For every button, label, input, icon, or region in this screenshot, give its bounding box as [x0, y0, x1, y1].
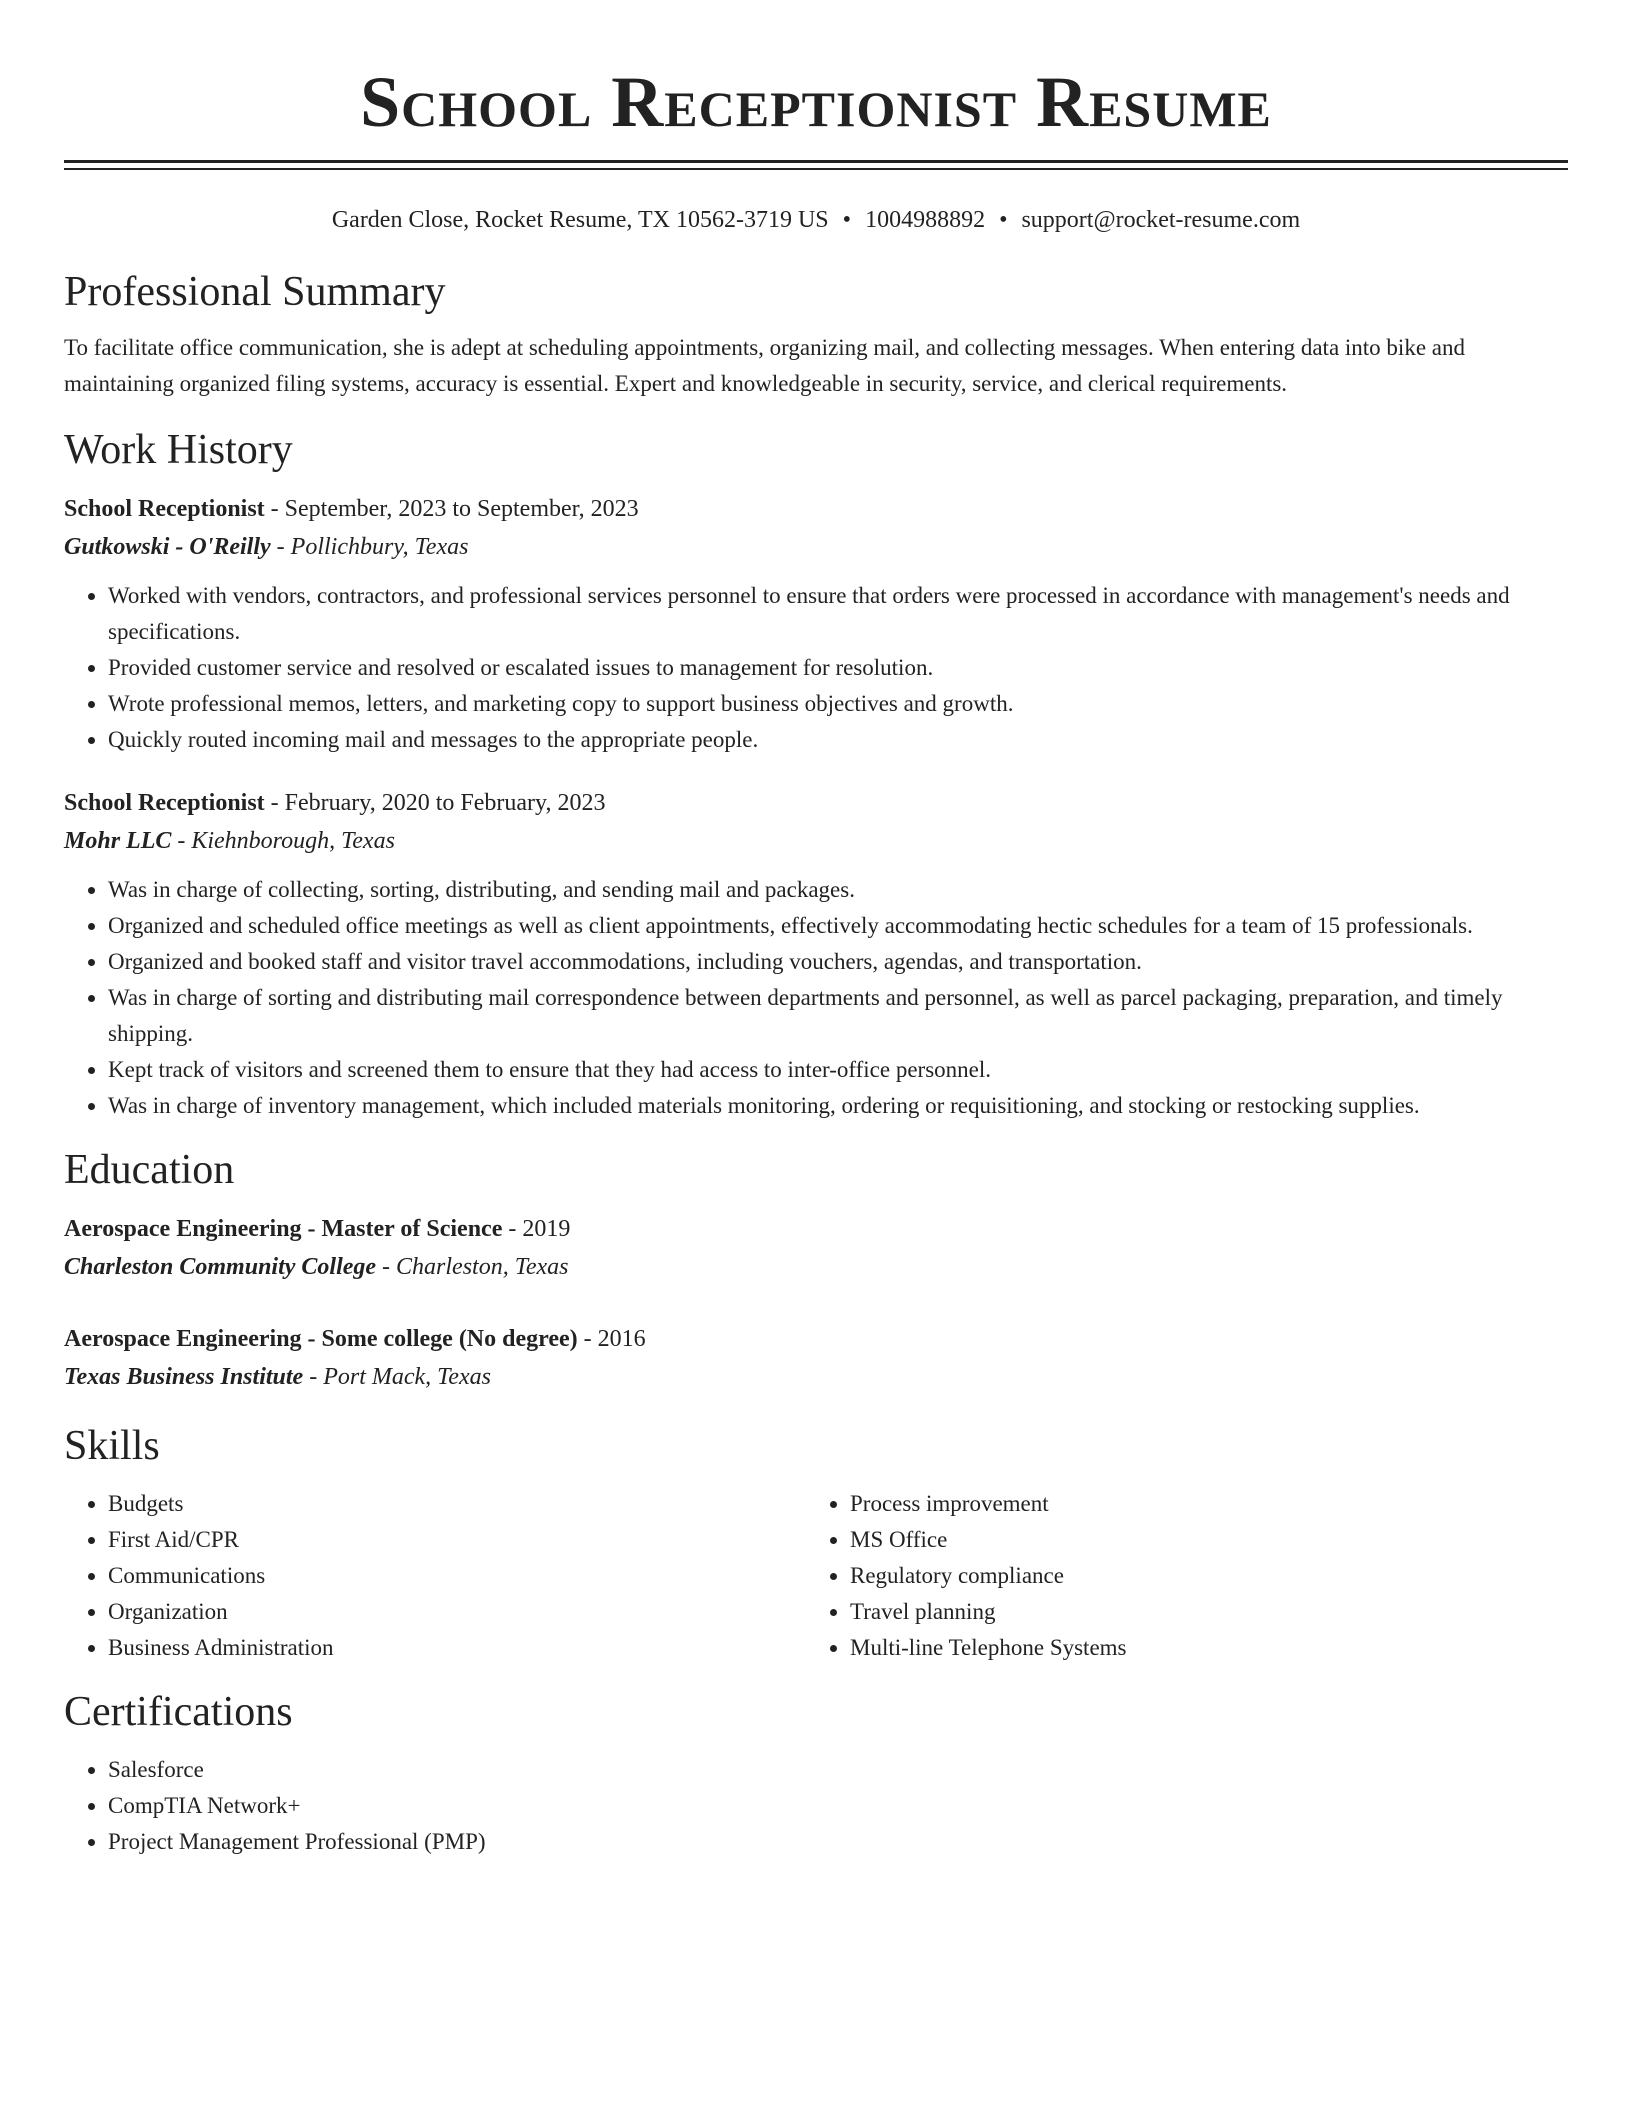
job-duties-list [64, 872, 1568, 1124]
job-company: Mohr LLC [64, 828, 172, 854]
skills-columns [64, 1486, 1568, 1666]
skill-item: • Budgets [108, 1486, 806, 1522]
job-duty: • Organized and booked staff and visitor travel accommodations, including vouchers, agendas, and transportation. [108, 944, 1568, 980]
skill-item: • Travel planning [850, 1594, 1548, 1630]
skill-item: • MS Office [850, 1522, 1548, 1558]
summary-heading: Professional Summary [64, 269, 446, 315]
resume-title: School Receptionist Resume [360, 62, 1272, 142]
school-location: - Port Mack, Texas [303, 1364, 491, 1390]
contact-separator: • [842, 207, 852, 233]
skill-item: • Business Administration [108, 1630, 806, 1666]
contact-separator: • [999, 207, 1008, 233]
job-dates: - February, 2020 to February, 2023 [264, 790, 606, 816]
job-company-line [64, 822, 1568, 860]
job-title: School Receptionist [64, 496, 265, 522]
certification-item: • CompTIA Network+ [108, 1788, 1568, 1824]
job-duty: • Kept track of visitors and screened them to ensure that they had access to inter-office personnel. [108, 1052, 1568, 1088]
job-entry [64, 784, 1568, 1124]
job-duty: • Was in charge of collecting, sorting, distributing, and sending mail and packages. [108, 872, 1568, 908]
job-duty: • Organized and scheduled office meetings as well as client appointments, effectively accommodating hectic schedules for a team of 15 professionals. [108, 908, 1568, 944]
job-duty: • Provided customer service and resolved or escalated issues to management for resolution. [108, 650, 1568, 686]
skill-item: • Process improvement [850, 1486, 1548, 1522]
school-line [64, 1248, 1568, 1286]
degree-year: - 2016 [577, 1326, 646, 1352]
job-company: Gutkowski - O'Reilly [64, 534, 271, 560]
job-duties-list [64, 578, 1568, 758]
degree: Aerospace Engineering - Master of Science [64, 1216, 503, 1242]
degree-line [64, 1210, 1568, 1248]
job-title-line [64, 490, 1568, 528]
skills-column-left [64, 1486, 806, 1666]
contact-email: support@rocket-resume.com [1021, 207, 1301, 233]
job-location: - Pollichbury, Texas [270, 534, 469, 560]
contact-address: Garden Close, Rocket Resume, TX 10562-3719 US [331, 207, 829, 233]
job-company-line [64, 528, 1568, 566]
degree-line [64, 1320, 1568, 1358]
certifications-heading: Certifications [64, 1689, 293, 1735]
education-heading: Education [64, 1147, 235, 1193]
certifications-list [64, 1752, 1568, 1860]
job-duty: • Worked with vendors, contractors, and professional services personnel to ensure that orders were processed in accordance with management's needs and specifications. [108, 578, 1568, 650]
degree-year: - 2019 [502, 1216, 571, 1242]
job-duty: • Was in charge of inventory management, which included materials monitoring, ordering or requisitioning, and stocking or restocking supplies. [108, 1088, 1568, 1124]
skills-column-right [806, 1486, 1548, 1666]
job-duty: • Quickly routed incoming mail and messages to the appropriate people. [108, 722, 1568, 758]
job-title-line [64, 784, 1568, 822]
skill-item: • First Aid/CPR [108, 1522, 806, 1558]
certification-item: • Salesforce [108, 1752, 1568, 1788]
job-entry [64, 490, 1568, 758]
certification-item: • Project Management Professional (PMP) [108, 1824, 1568, 1860]
skill-item: • Regulatory compliance [850, 1558, 1548, 1594]
job-title: School Receptionist [64, 790, 265, 816]
school-location: - Charleston, Texas [376, 1254, 569, 1280]
education-entry [64, 1320, 1568, 1396]
title-divider-thick [64, 160, 1568, 163]
skills-heading: Skills [64, 1423, 160, 1469]
work-history-heading: Work History [64, 427, 293, 473]
school-name: Charleston Community College [64, 1254, 377, 1280]
skill-item: • Multi-line Telephone Systems [850, 1630, 1548, 1666]
job-duty: • Wrote professional memos, letters, and marketing copy to support business objectives and growth. [108, 686, 1568, 722]
title-divider-thin [64, 168, 1568, 170]
skill-item: • Communications [108, 1558, 806, 1594]
school-line [64, 1358, 1568, 1396]
contact-line [64, 204, 1568, 236]
job-location: - Kiehnborough, Texas [171, 828, 395, 854]
contact-phone: 1004988892 [865, 207, 986, 233]
summary-text: To facilitate office communication, she is adept at scheduling appointments, organizing mail, and collecting messages. When entering data into bike and maintaining organized filing systems, accuracy is essential. Expert and knowledgeable in security, service, and clerical requirements. [64, 335, 1465, 396]
job-duty: • Was in charge of sorting and distributing mail correspondence between departments and personnel, as well as parcel packaging, preparation, and timely shipping. [108, 980, 1568, 1052]
job-dates: - September, 2023 to September, 2023 [264, 496, 639, 522]
education-entry [64, 1210, 1568, 1286]
school-name: Texas Business Institute [64, 1364, 304, 1390]
skill-item: • Organization [108, 1594, 806, 1630]
degree: Aerospace Engineering - Some college (No degree) [64, 1326, 578, 1352]
